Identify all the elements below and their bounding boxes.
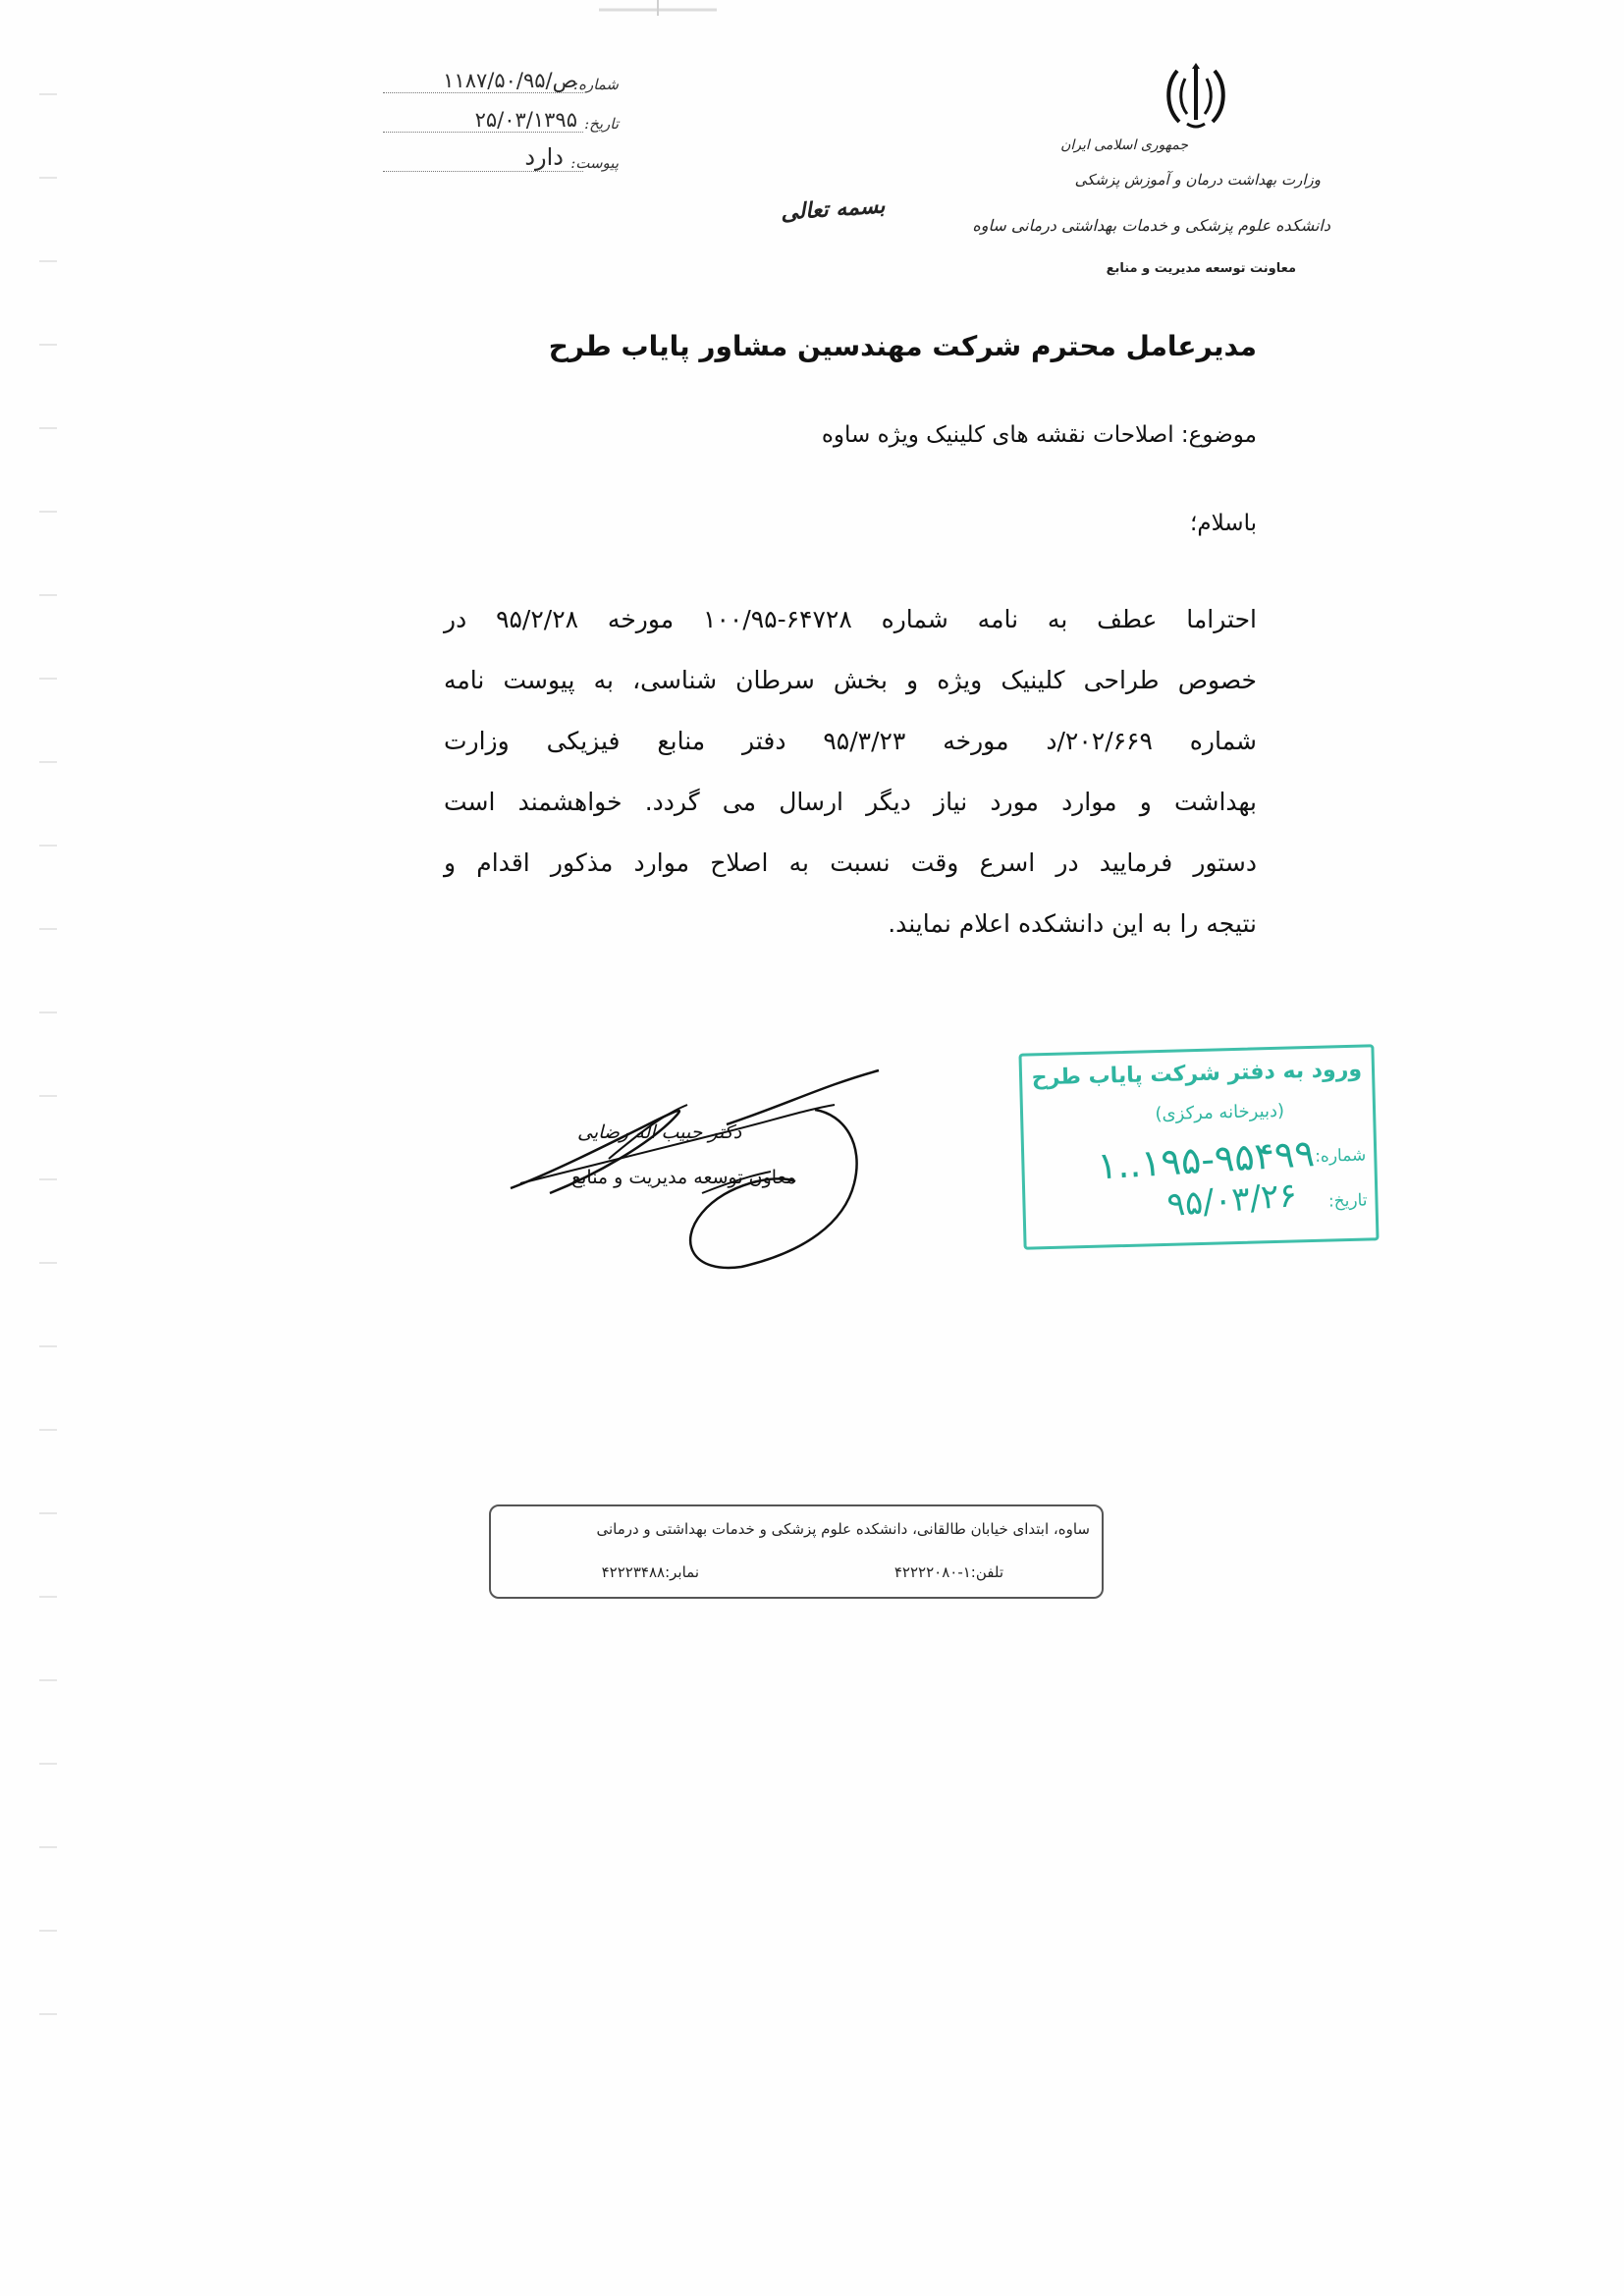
stamp-number-value: ۱..۱۹۵-۹۵۴۹۹ xyxy=(1096,1131,1317,1188)
meta-date-value: ۲۵/۰۳/۱۳۹۵ xyxy=(383,108,583,133)
letter-meta xyxy=(383,54,619,172)
footer-address: ساوه، ابتدای خیابان طالقانی، دانشکده علوم پزشکی و خدمات بهداشتی و درمانی xyxy=(596,1520,1090,1538)
received-stamp xyxy=(1018,1044,1379,1249)
meta-attachment-value: دارد xyxy=(383,143,583,172)
letterhead-ministry: وزارت بهداشت درمان و آموزش پزشکی xyxy=(1074,171,1321,189)
signatory-title: معاون توسعه مدیریت و منابع xyxy=(571,1167,796,1188)
scan-artifact xyxy=(599,0,717,16)
letterhead-country: جمهوری اسلامی ایران xyxy=(1060,137,1188,153)
meta-attachment-label: پیوست: xyxy=(570,154,619,172)
letter-body xyxy=(444,589,1257,955)
body-line: دستور فرمایید در اسرع وقت نسبت به اصلاح موارد مذکور اقدام و xyxy=(444,848,1257,877)
body-line: بهداشت و موارد مورد نیاز دیگر ارسال می گردد. خواهشمند است xyxy=(444,788,1257,816)
meta-number-label: شماره: xyxy=(573,76,619,93)
letter-recipient: مدیرعامل محترم شرکت مهندسین مشاور پایاب طرح xyxy=(548,330,1257,362)
stamp-number-label: شماره: xyxy=(1314,1145,1367,1167)
scan-margin-marks xyxy=(39,93,57,2156)
body-line: احتراما عطف به نامه شماره ۶۴۷۲۸-۱۰۰/۹۵ مورخه ۹۵/۲/۲۸ در xyxy=(444,605,1257,633)
meta-number-row xyxy=(383,54,619,93)
letterhead-university: دانشکده علوم پزشکی و خدمات بهداشتی درمانی ساوه xyxy=(972,216,1330,235)
meta-attachment-row xyxy=(383,133,619,172)
signatory-name: دکتر حبیب اله رضایی xyxy=(577,1121,742,1143)
body-line: نتیجه را به این دانشکده اعلام نمایند. xyxy=(888,909,1257,938)
meta-date-label: تاریخ: xyxy=(584,115,619,133)
stamp-date-value: ۹۵/۰۳/۲۶ xyxy=(1164,1175,1298,1226)
footer-fax: نمابر:۴۲۲۲۳۴۸۸ xyxy=(601,1563,699,1581)
letter-subject: موضوع: اصلاحات نقشه های کلینیک ویژه ساوه xyxy=(821,422,1257,448)
basmala: بسمه تعالی xyxy=(780,192,887,226)
address-footer xyxy=(489,1504,1104,1599)
stamp-subtitle: (دبیرخانه مرکزی) xyxy=(1155,1100,1285,1125)
stamp-title: ورود به دفتر شرکت پایاب طرح xyxy=(1031,1057,1363,1091)
meta-date-row xyxy=(383,93,619,133)
letterhead-department: معاونت توسعه مدیریت و منابع xyxy=(1106,261,1296,276)
body-line: خصوص طراحی کلینیک ویژه و بخش سرطان شناسی، به پیوست نامه xyxy=(444,666,1257,694)
iran-emblem-icon xyxy=(1164,61,1228,132)
letter-greeting: باسلام؛ xyxy=(1190,511,1257,536)
body-line: شماره ۲۰۲/۶۶۹/د مورخه ۹۵/۳/۲۳ دفتر منابع فیزیکی وزارت xyxy=(444,727,1257,755)
footer-phone: تلفن:۱-۴۲۲۲۲۰۸۰ xyxy=(893,1563,1003,1581)
stamp-date-label: تاریخ: xyxy=(1327,1190,1368,1212)
meta-number-value: ۱۱۸۷/۵۰/ص/۹۵ xyxy=(383,69,583,93)
